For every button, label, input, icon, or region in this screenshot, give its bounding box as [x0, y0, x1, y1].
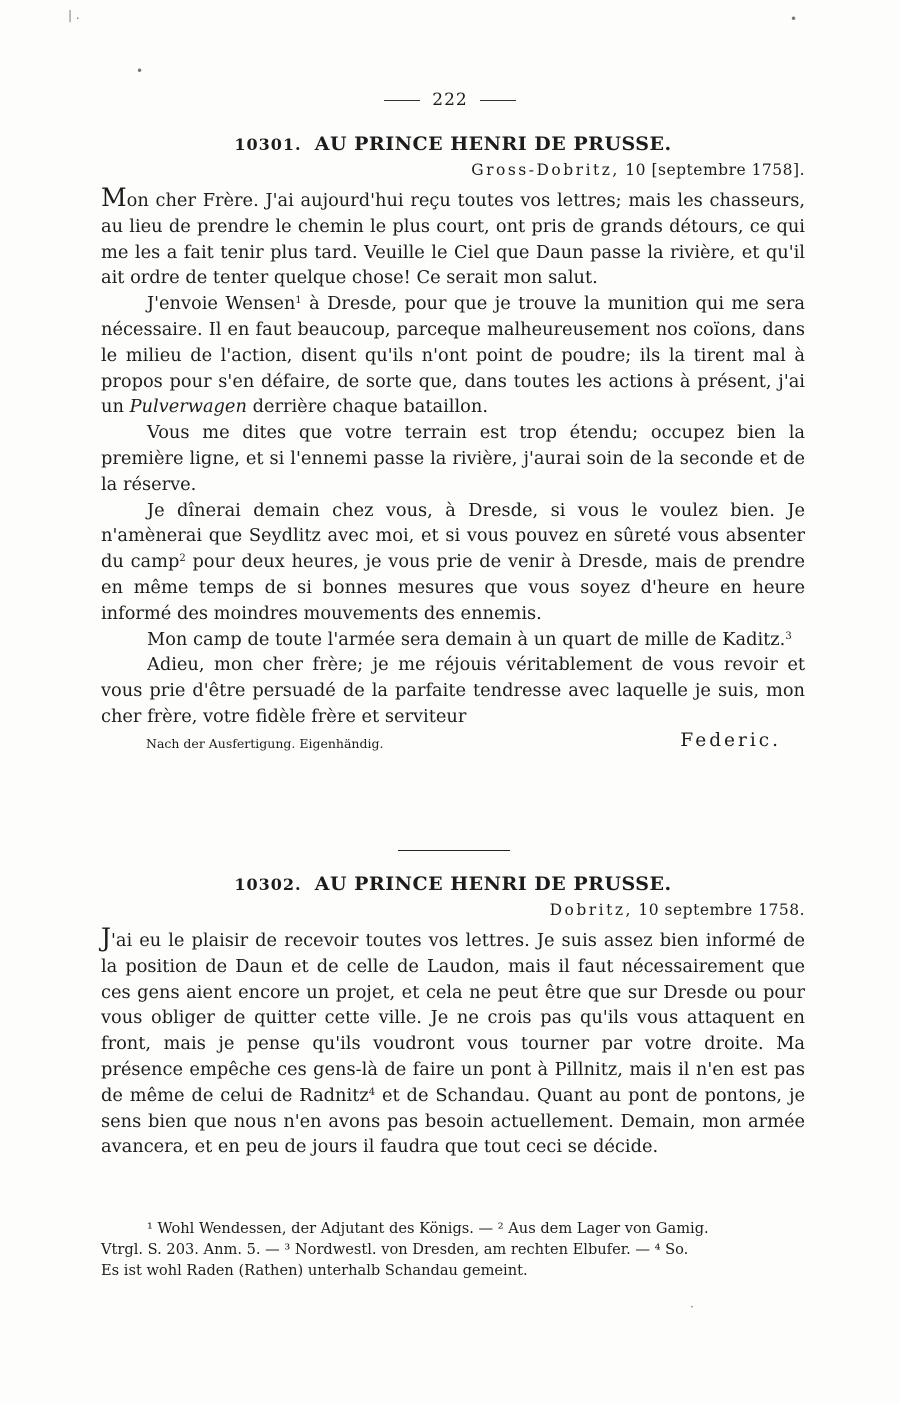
- margin-mark-top-left: | .: [68, 8, 80, 22]
- letter-place-date: [101, 901, 805, 919]
- header-rule-left: [384, 100, 420, 101]
- signoff: [101, 730, 805, 758]
- margin-mark-bottom-right: ·: [690, 1300, 694, 1314]
- paragraph: [101, 498, 805, 627]
- footnote-line: ¹ Wohl Wendessen, der Adjutant des Königs. — ² Aus dem Lager von Gamig.: [147, 1220, 709, 1237]
- letter-title: [101, 133, 805, 155]
- page-header: [0, 90, 900, 110]
- letter-10301: [101, 133, 805, 758]
- letter-place: Dobritz,: [549, 901, 633, 919]
- drop-cap: M: [101, 183, 127, 212]
- paragraph-text: derrière chaque bataillon.: [246, 396, 488, 418]
- paragraph-text: Vous me dites que votre terrain est trop étendu; occupez bien la première ligne, et si l'ennemi passe la rivière, j'aurai soin de la seconde et de la réserve.: [101, 422, 805, 495]
- paragraph-text: Adieu, mon cher frère; je me réjouis véritablement de vous revoir et vous prie d'être persuadé de la parfaite tendresse avec laquelle je suis, mon cher frère, votre fidèle frère et serviteur: [101, 654, 805, 727]
- footnote-ref: 4: [368, 1086, 376, 1098]
- page-number: 222: [432, 90, 468, 110]
- source-note: Nach der Ausfertigung. Eigenhändig.: [146, 735, 384, 751]
- paragraph: [101, 291, 805, 420]
- signature: Federic.: [680, 729, 781, 751]
- paragraph-text: pour deux heures, je vous prie de venir à Dresde, mais de prendre en même temps de si bonnes mesures que vous soyez d'heure en heure informé des moindres mouvements des ennemis.: [101, 551, 805, 624]
- margin-mark-top-right: •: [790, 12, 798, 26]
- paragraph-text: et de Schandau. Quant au pont de pontons, je sens bien que nous n'en avons pas besoin actuellement. Demain, mon armée avancera, et en peu de jours il faudra que tout ceci se décide.: [101, 1084, 806, 1158]
- footnote-ref: 1: [295, 295, 302, 307]
- margin-mark-left: •: [136, 64, 144, 78]
- footnotes: [101, 1218, 805, 1281]
- letter-title: [101, 873, 805, 895]
- footnote-ref: 2: [179, 553, 186, 565]
- footnote-ref: 3: [785, 630, 792, 642]
- letter-place-date: [101, 161, 805, 179]
- letter-addressee: AU PRINCE HENRI DE PRUSSE.: [314, 873, 672, 895]
- footnote-line: Es ist wohl Raden (Rathen) unterhalb Schandau gemeint.: [101, 1262, 528, 1279]
- paragraph-text: J'envoie Wensen: [147, 293, 296, 315]
- letter-date: 10 septembre 1758.: [638, 901, 805, 919]
- paragraph: [101, 925, 805, 1160]
- paragraph-text: Je dînerai demain chez vous, à Dresde, si vous le voulez bien. Je n'amènerai que Seydlitz avec moi, et si vous pouvez en sûreté vous absenter du camp: [101, 499, 805, 573]
- letter-date: 10 [septembre 1758].: [625, 161, 805, 179]
- paragraph: [101, 627, 805, 653]
- paragraph: [101, 420, 805, 497]
- letter-10302: [101, 873, 805, 1160]
- letter-separator: [398, 850, 510, 851]
- letter-number: 10302.: [234, 875, 302, 894]
- italic-term: Pulverwagen: [129, 396, 247, 418]
- paragraph: [101, 185, 805, 291]
- drop-cap: J: [101, 923, 112, 952]
- paragraph-text: on cher Frère. J'ai aujourd'hui reçu toutes vos lettres; mais les chasseurs, au lieu de prendre le chemin le plus court, ont pris de grands détours, ce qui me les a fait tenir plus tard. Veuille le Ciel que Daun passe la rivière, et qu'il ait ordre de tenter quelque chose! Ce serait mon salut.: [101, 190, 805, 289]
- paragraph-text: à Dresde, pour que je trouve la munition qui me sera nécessaire. Il en faut beaucoup, parceque malheureusement nos coïons, dans le milieu de l'action, disent qu'ils n'ont point de poudre; ils la tirent mal à propos pour s'en défaire, de sorte que, dans toutes les actions à présent, j'ai un: [101, 293, 805, 418]
- letter-addressee: AU PRINCE HENRI DE PRUSSE.: [314, 133, 672, 155]
- paragraph: [101, 652, 805, 729]
- paragraph-text: Mon camp de toute l'armée sera demain à un quart de mille de Kaditz.: [147, 628, 786, 650]
- letter-place: Gross-Dobritz,: [471, 161, 620, 179]
- letter-number: 10301.: [234, 135, 302, 154]
- footnote-line: Vtrgl. S. 203. Anm. 5. — ³ Nordwestl. von Dresden, am rechten Elbufer. — ⁴ So.: [101, 1241, 689, 1258]
- header-rule-right: [480, 100, 516, 101]
- paragraph-text: 'ai eu le plaisir de recevoir toutes vos lettres. Je suis assez bien informé de la position de Daun et de celle de Laudon, mais il faut nécessairement que ces gens aient encore un projet, et cela ne peut être que sur Dresde ou pour vous obliger de quitter cette ville. Je ne crois pas qu'ils vous attaquent en front, mais je pense qu'ils voudront vous tourner par votre droite. Ma présence empêche ces gens-là de faire un pont à Pillnitz, mais il n'en est pas de même de celui de Radnitz: [101, 930, 805, 1106]
